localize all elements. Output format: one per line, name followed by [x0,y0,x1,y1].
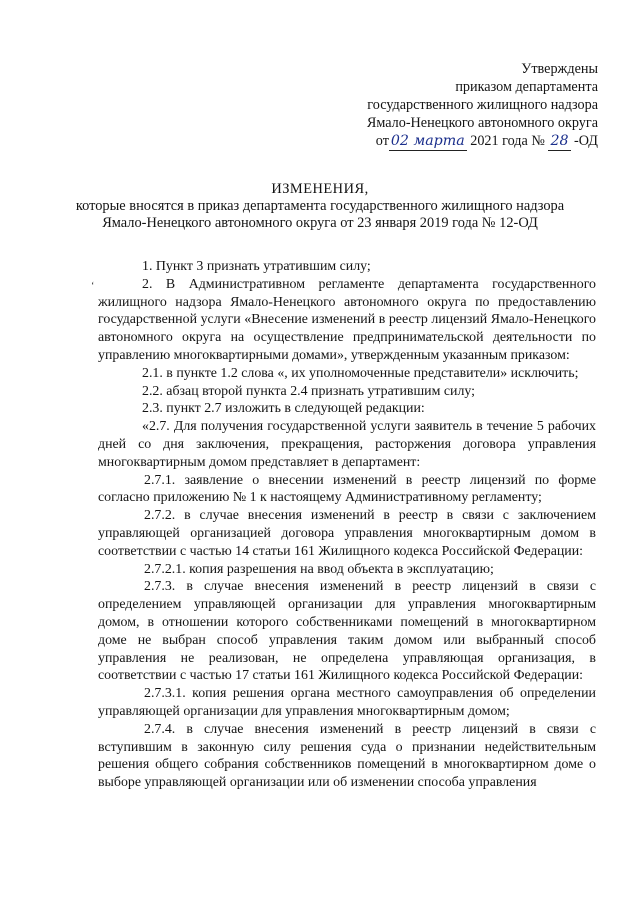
paragraph-1: 1. Пункт 3 признать утратившим силу; [142,259,371,274]
paragraph-2-7-3-1: 2.7.3.1. копия решения органа местного самоуправления об определении управляющей организации для управления многоквартирным домом; [98,686,596,719]
approval-date-line [367,132,598,151]
document-subtitle-line-2: Ямало-Ненецкого автономного округа от 23 января 2019 года № 12-ОД [102,215,538,231]
approval-block [367,60,598,151]
paragraph-2-7-2: 2.7.2. в случае внесения изменений в реестр в связи с заключением управляющей организацией договора управления многоквартирным домом в соответствии с частью 14 статьи 161 Жилищного кодекса Российской Федерации: [98,508,596,559]
paragraph-2-1: 2.1. в пункте 1.2 слова «, их уполномоченные представители» исключить; [142,365,579,381]
document-title: ИЗМЕНЕНИЯ, [271,181,369,197]
date-prefix: от [375,133,389,149]
document-body [98,258,596,792]
paragraph-2-2: 2.2. абзац второй пункта 2.4 признать утратившим силу; [142,383,475,399]
document-subtitle-line-1: которые вносятся в приказ департамента государственного жилищного надзора [75,198,565,214]
order-number-suffix: -ОД [574,133,598,149]
approval-line-3: государственного жилищного надзора [367,97,598,113]
year-text: 2021 года № [470,133,545,149]
paragraph-2-3: 2.3. пункт 2.7 изложить в следующей редакции: [142,401,425,417]
paragraph-2-7-4: 2.7.4. в случае внесения изменений в реестр лицензий в связи с вступившим в законную силу решения суда о признании недействительным решения общего собрания собственников помещений в многоквартирном доме о выборе управляющей организации или об изменении способа управления [98,721,596,791]
paragraph-2-7: «2.7. Для получения государственной услуги заявитель в течение 5 рабочих дней со дня заключения, прекращения, расторжения договора управления многоквартирным домом представляет в департамент: [98,419,596,470]
paragraph-2-7-2-1: 2.7.2.1. копия разрешения на ввод объекта в эксплуатацию; [144,561,494,577]
approval-line-1: Утверждены [521,61,598,77]
paragraph-2-7-1: 2.7.1. заявление о внесении изменений в реестр лицензий по форме согласно приложению № 1 к настоящему Административному регламенту; [98,472,596,506]
paragraph-2-7-3: 2.7.3. в случае внесения изменений в реестр лицензий в связи с определением управляющей организации для управления многоквартирным домом, в отношении которого собственниками помещений в многоквартирном доме не выбран способ управления таким домом или выбранный способ управления не реализован, не определена управляющая организация, в соответствии с частью 17 статьи 161 Жилищного кодекса Российской Федерации: [98,579,596,684]
paragraph-2: 2. В Административном регламенте департамента государственного жилищного надзора Ямало-Ненецкого автономного округа по предоставлению государственной услуги «Внесение изменений в реестр лицензий Ямало-Ненецкого автономного округа на осуществление предпринимательской деятельности по управлению многоквартирными домами», утвержденным указанным приказом: [98,276,596,363]
handwritten-order-number: 28 [550,133,569,149]
approval-line-2: приказом департамента [455,79,598,95]
scan-mark: ‘ [91,281,95,292]
approval-line-4: Ямало-Ненецкого автономного округа [366,115,598,131]
handwritten-date: 02 марта [390,133,465,149]
